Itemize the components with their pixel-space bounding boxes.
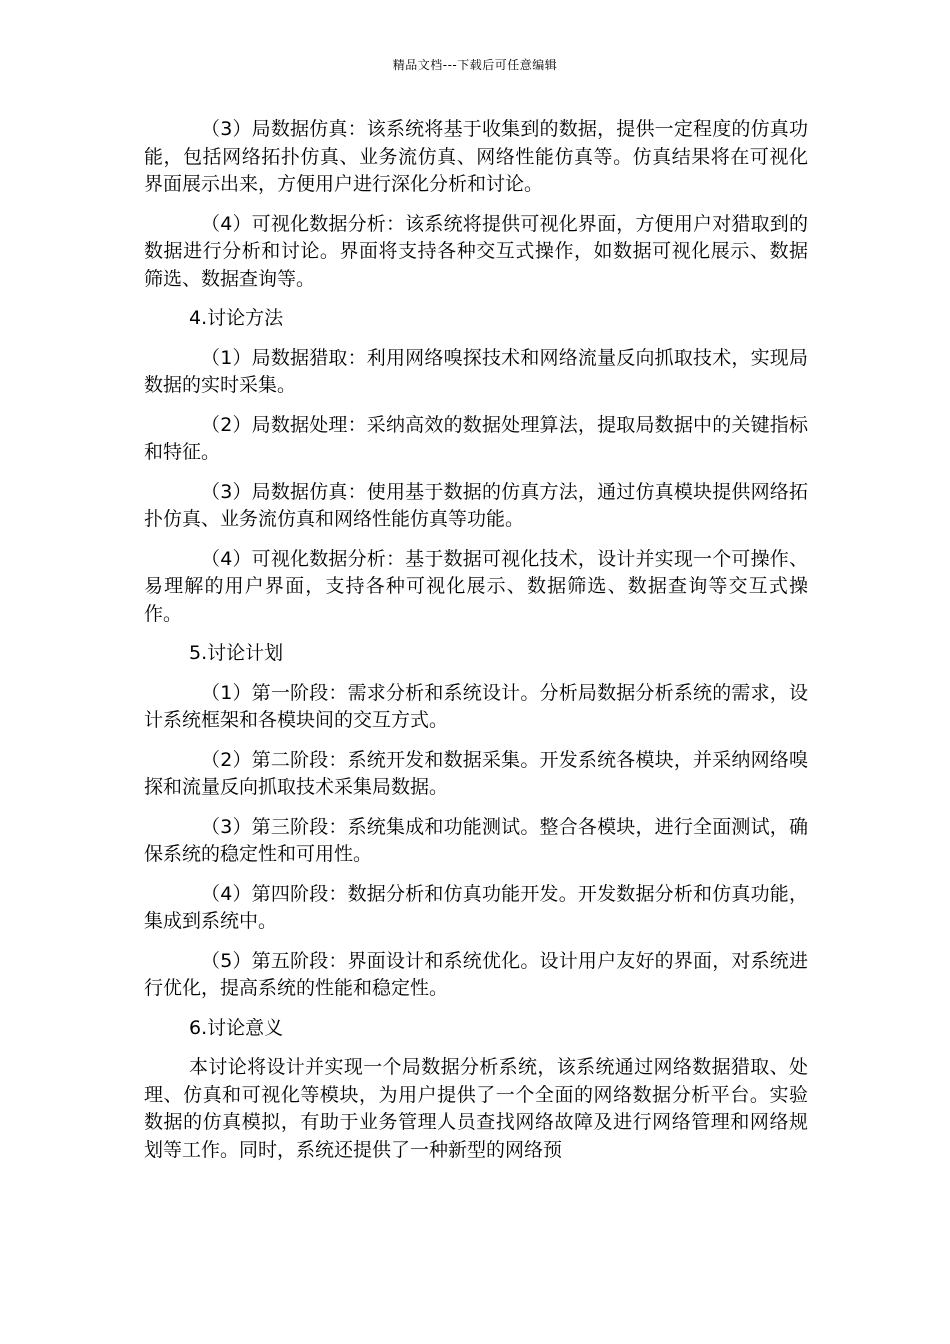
document-body	[144, 116, 808, 1176]
method-item-3: （3）局数据仿真：使用基于数据的仿真方法，通过仿真模块提供网络拓扑仿真、业务流仿真和网络性能仿真等功能。	[144, 480, 808, 530]
section-heading-plan: 5.讨论计划	[189, 642, 284, 664]
significance-paragraph: 本讨论将设计并实现一个局数据分析系统，该系统通过网络数据猎取、处理、仿真和可视化等模块，为用户提供了一个全面的网络数据分析平台。实验数据的仿真模拟，有助于业务管理人员查找网络故障及进行网络管理和网络规划等工作。同时，系统还提供了一种新型的网络预	[144, 1056, 808, 1161]
plan-item-4: （4）第四阶段：数据分析和仿真功能开发。开发数据分析和仿真功能，集成到系统中。	[144, 882, 808, 932]
method-item-1: （1）局数据猎取：利用网络嗅探技术和网络流量反向抓取技术，实现局数据的实时采集。	[144, 346, 808, 396]
section-heading-methods: 4.讨论方法	[189, 307, 284, 329]
paragraph-3-simulation: （3）局数据仿真：该系统将基于收集到的数据，提供一定程度的仿真功能，包括网络拓扑仿真、业务流仿真、网络性能仿真等。仿真结果将在可视化界面展示出来，方便用户进行深化分析和讨论。	[144, 118, 808, 195]
plan-item-1: （1）第一阶段：需求分析和系统设计。分析局数据分析系统的需求，设计系统框架和各模块间的交互方式。	[144, 681, 808, 731]
section-heading-significance: 6.讨论意义	[189, 1016, 284, 1039]
method-item-2: （2）局数据处理：采纳高效的数据处理算法，提取局数据中的关键指标和特征。	[144, 413, 808, 463]
plan-item-2: （2）第二阶段：系统开发和数据采集。开发系统各模块，并采纳网络嗅探和流量反向抓取技术采集局数据。	[144, 748, 808, 798]
plan-item-3: （3）第三阶段：系统集成和功能测试。整合各模块，进行全面测试，确保系统的稳定性和可用性。	[144, 815, 808, 865]
method-item-4: （4）可视化数据分析：基于数据可视化技术，设计并实现一个可操作、易理解的用户界面，支持各种可视化展示、数据筛选、数据查询等交互式操作。	[144, 547, 808, 625]
paragraph-4-visual-analysis: （4）可视化数据分析：该系统将提供可视化界面，方便用户对猎取到的数据进行分析和讨论。界面将支持各种交互式操作，如数据可视化展示、数据筛选、数据查询等。	[144, 212, 808, 290]
plan-item-5: （5）第五阶段：界面设计和系统优化。设计用户友好的界面，对系统进行优化，提高系统的性能和稳定性。	[144, 949, 808, 999]
page-header: 精品文档---下载后可任意编辑	[392, 58, 558, 72]
